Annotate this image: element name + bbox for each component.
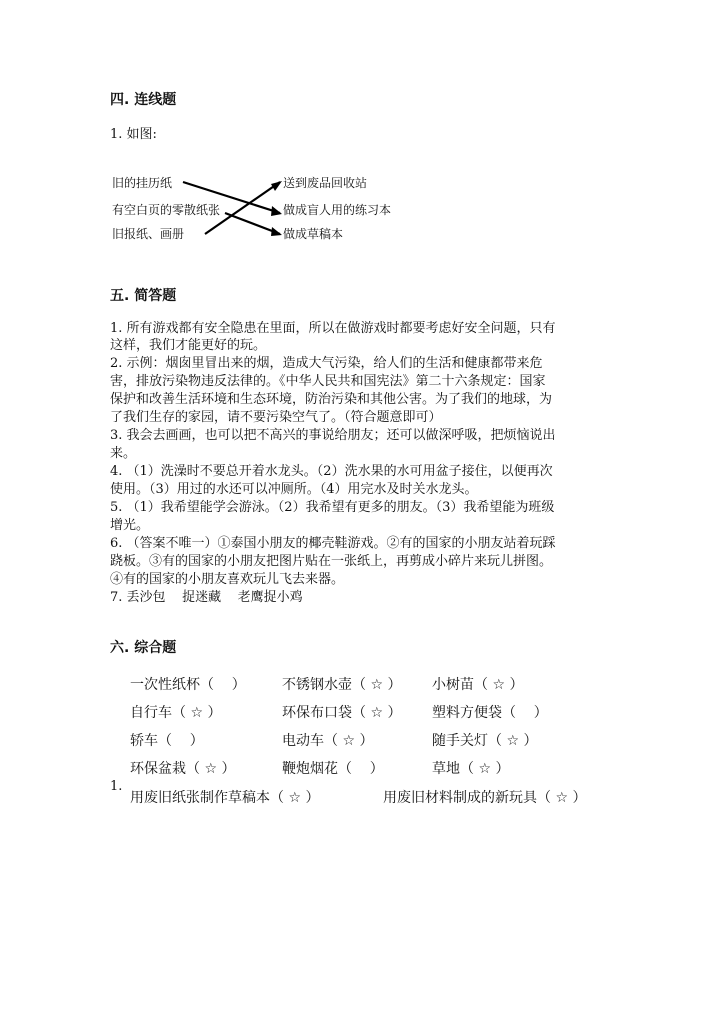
match-left-2: 有空白页的零散纸张 — [112, 203, 221, 217]
answer-line: 4. （1）洗澡时不要总开着水龙头。（2）洗水果的水可用盆子接住，以便再次 — [110, 464, 553, 479]
match-line-1 — [183, 182, 280, 213]
question-1-label: 1. 如图: — [110, 127, 157, 142]
answer-line: 增光。 — [110, 518, 150, 533]
grid-item: 随手关灯（ ☆ ） — [432, 733, 538, 749]
arrow-head-3 — [271, 181, 282, 191]
answer-line: 2. 示例：烟囱里冒出来的烟，造成大气污染，给人们的生活和健康都带来危 — [110, 356, 543, 371]
answer-line: 保护和改善生活环境和生态环境，防治污染和其他公害。为了我们的地球，为 — [110, 392, 553, 407]
grid-item: 环保盆栽（ ☆ ） — [130, 761, 236, 777]
answer-line: 3. 我会去画画，也可以把不高兴的事说给朋友；还可以做深呼吸，把烦恼说出 — [110, 428, 556, 443]
answer-line: 1. 所有游戏都有安全隐患在里面，所以在做游戏时都要考虑好安全问题，只有 — [110, 321, 556, 336]
arrow-head-2 — [271, 227, 282, 236]
answer-line: 跷板。③有的国家的小朋友把图片贴在一张纸上，再剪成小碎片来玩儿拼图。 — [110, 554, 553, 569]
grid-item: 小树苗（ ☆ ） — [432, 677, 524, 693]
match-left-3: 旧报纸、画册 — [112, 227, 185, 241]
grid-item: 自行车（ ☆ ） — [130, 705, 222, 721]
section-4-title: 四. 连线题 — [110, 92, 177, 108]
grid-item: 轿车（ ） — [130, 733, 204, 749]
answer-line: 害，排放污染物违反法律的。《中华人民共和国宪法》第二十六条规定：国家 — [110, 374, 546, 389]
grid-item: 不锈钢水壶（ ☆ ） — [282, 677, 402, 693]
grid-item: 鞭炮烟花（ ） — [282, 761, 384, 777]
arrow-head-1 — [271, 206, 282, 216]
grid-item: 电动车（ ☆ ） — [282, 733, 374, 749]
match-right-2: 做成盲人用的练习本 — [283, 203, 392, 217]
grid-item: 一次性纸杯（ ） — [130, 677, 246, 693]
grid-item: 塑料方便袋（ ） — [432, 705, 548, 721]
answer-line: 6. （答案不唯一）①泰国小朋友的椰壳鞋游戏。②有的国家的小朋友站着玩踩 — [110, 536, 556, 551]
grid-item: 用废旧纸张制作草稿本（ ☆ ） — [130, 790, 320, 806]
match-right-1: 送到废品回收站 — [283, 176, 368, 190]
matching-lines — [0, 0, 720, 300]
answer-line: ④有的国家的小朋友喜欢玩儿飞去来器。 — [110, 572, 345, 587]
answer-line: 了我们生存的家园，请不要污染空气了。（符合题意即可） — [110, 410, 442, 425]
answer-line: 5. （1）我希望能学会游泳。（2）我希望有更多的朋友。（3）我希望能为班级 — [110, 500, 555, 515]
match-line-3 — [205, 182, 280, 234]
section-6-title: 六. 综合题 — [110, 640, 177, 656]
section-5-title: 五. 简答题 — [110, 288, 177, 304]
match-right-3: 做成草稿本 — [283, 227, 344, 241]
answer-line: 7. 丢沙包 捉迷藏 老鹰捉小鸡 — [110, 590, 303, 605]
grid-item: 用废旧材料制成的新玩具（ ☆ ） — [383, 790, 587, 806]
question-number: 1. — [110, 779, 123, 794]
answer-line: 使用。（3）用过的水还可以冲厕所。（4）用完水及时关水龙头。 — [110, 482, 478, 497]
answer-line: 来。 — [110, 446, 137, 461]
grid-item: 环保布口袋（ ☆ ） — [282, 705, 402, 721]
grid-item: 草地（ ☆ ） — [432, 761, 510, 777]
answer-line: 这样，我们才能更好的玩。 — [110, 338, 267, 353]
match-left-1: 旧的挂历纸 — [112, 176, 173, 190]
